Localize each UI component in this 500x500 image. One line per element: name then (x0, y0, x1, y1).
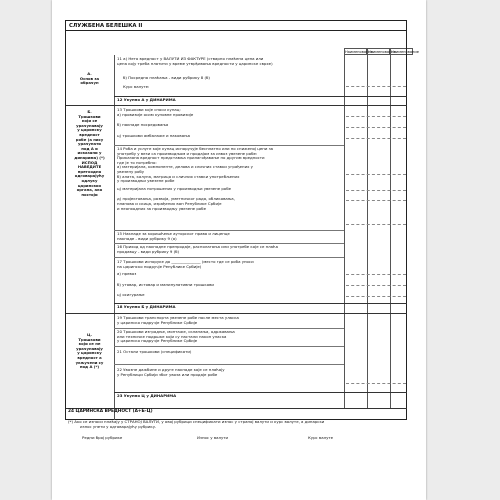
form-title: СЛУЖБЕНА БЕЛЕШКА II (65, 20, 407, 31)
divider-line (114, 364, 344, 365)
row-24-customs-value: 24 ЦАРИНСКА ВРЕДНОСТ (А+Б-Ц) (68, 409, 153, 414)
entry-line (346, 383, 406, 384)
row-13: 13 Трошкови које сноси купац: а) провизије осим куповне провизије б) накнаде посредовања ц) трошкови амбалаже и паковања (117, 107, 194, 138)
row-18-total-b: 18 Укупно Б у ДИНАРИМА (117, 304, 176, 309)
section-c-label: Ц. Трошкови који се не урачунавају у царинску вредност а укључени су под А (*) (75, 332, 104, 370)
entry-line (346, 296, 406, 297)
entry-line (346, 138, 406, 139)
row-17: 17 Трошкови испоруке до _______________ (место где се роба уноси на царинско подручје Републике Србије) а) превоз б) утовар, истовар и манипулативни трошкови ц) осигурање (117, 259, 254, 298)
entry-line (346, 86, 406, 87)
section-b-label: Б. Трошкови који се урачунавају у царинску вредност робе (а нису урачунати под А и исказани у динарима) (*) ИСПОД НАВЕДИТЕ претходно одговарајућу одлуку царинских органа, ако постоји (74, 109, 105, 197)
divider-line (66, 105, 407, 106)
column-header-3: Наименование (391, 50, 419, 54)
entry-line (346, 285, 406, 286)
footer-label-exchange-rate: Курс валуте (308, 435, 334, 440)
row-20: 20 Трошкови изградње, монтаже, склапања, одржавања или техничке подршке који су настали након уласка у царинско подручје Републике Србије (117, 329, 235, 344)
row-11b: б) Посредна плаћања - види рубрику 8 (б) (123, 75, 210, 80)
footer-label-amount: Износ у валути (197, 435, 229, 440)
row-11a: 11 а) Нето вредност у ВАЛУТИ ИЗ ФАКТУРЕ (стварно плаћена цена или цена коју треба платити у време утврђивања вредности у царинске сврхе) (117, 56, 273, 66)
value-column-divider-1 (344, 55, 345, 408)
divider-line (114, 257, 344, 258)
entry-line (346, 127, 406, 128)
column-header-2: Наименование (368, 50, 396, 54)
row-23-total-c: 23 Укупно Ц у ДИНАРИМА (117, 393, 177, 398)
value-column-divider-3 (390, 55, 391, 408)
entry-line (346, 274, 406, 275)
row-21: 21 Остали трошкови (спецификати) (117, 349, 192, 354)
divider-line (66, 313, 407, 314)
entry-line (346, 116, 406, 117)
section-a-label: А. Основ за обрачун (79, 71, 100, 86)
entry-line (346, 200, 406, 201)
row-22: 22 Увозне дажбине и друге накнаде које се плаћају у Републици Србији због увоза или продаје робе (117, 367, 225, 377)
form-grid (65, 31, 407, 420)
entry-line (346, 224, 406, 225)
value-column-divider-2 (367, 55, 368, 408)
row-15: 15 Накнаде за коришћење ауторског права и лиценце накнаде - види рубрику 9 (а) (117, 231, 230, 241)
row-19: 19 Трошкови транспорта увезене робе после места уласка у царинско подручје Републике Србије (117, 315, 239, 325)
divider-line (114, 346, 344, 347)
column-header-1: Наименование (345, 50, 373, 54)
row-14: 14 Роба и услуге које купац испоручује бесплатно или по сниженој цени за употребу у вези са производњом и продајом за извоз увезене робе: Приказана вредност представља прилагођавање по другим вредности где је то потребно: а) материјала, компоненте, делова и сличних ставки уграђених у увезену робу б) алата, калупа, матрица и сличних ставки употребљених у производњи увезене робе ц) материјала потрошених у производњи увезене робе д) пројектовања, развоја, уметничког рада, обликовања, планова и скица, израђених ван Републике Србије и неопходних за производњу увезене робе (117, 146, 274, 211)
exchange-rate-label: Курс валуте: (123, 84, 150, 89)
entry-line (346, 190, 406, 191)
document-sheet (52, 0, 426, 500)
section-column-divider (114, 55, 115, 420)
entry-line (346, 174, 406, 175)
row-16: 16 Приход од накнадне препродаје, располагања или употребе које се плаћа продавцу - види рубрику 9 (б) (117, 244, 278, 254)
footnote: (*) Ако се износи плаћају у СТРАНОЈ ВАЛУТИ, у овој рубрици спецификати износ у страној валути и курс валуте, а динарски износ унети у одговарајућу рубрику. (68, 419, 325, 429)
row-12-total-a: 12 Укупно А у ДИНАРИМА (117, 97, 176, 102)
footer-label-row-number: Редни број рубрике (82, 435, 123, 440)
